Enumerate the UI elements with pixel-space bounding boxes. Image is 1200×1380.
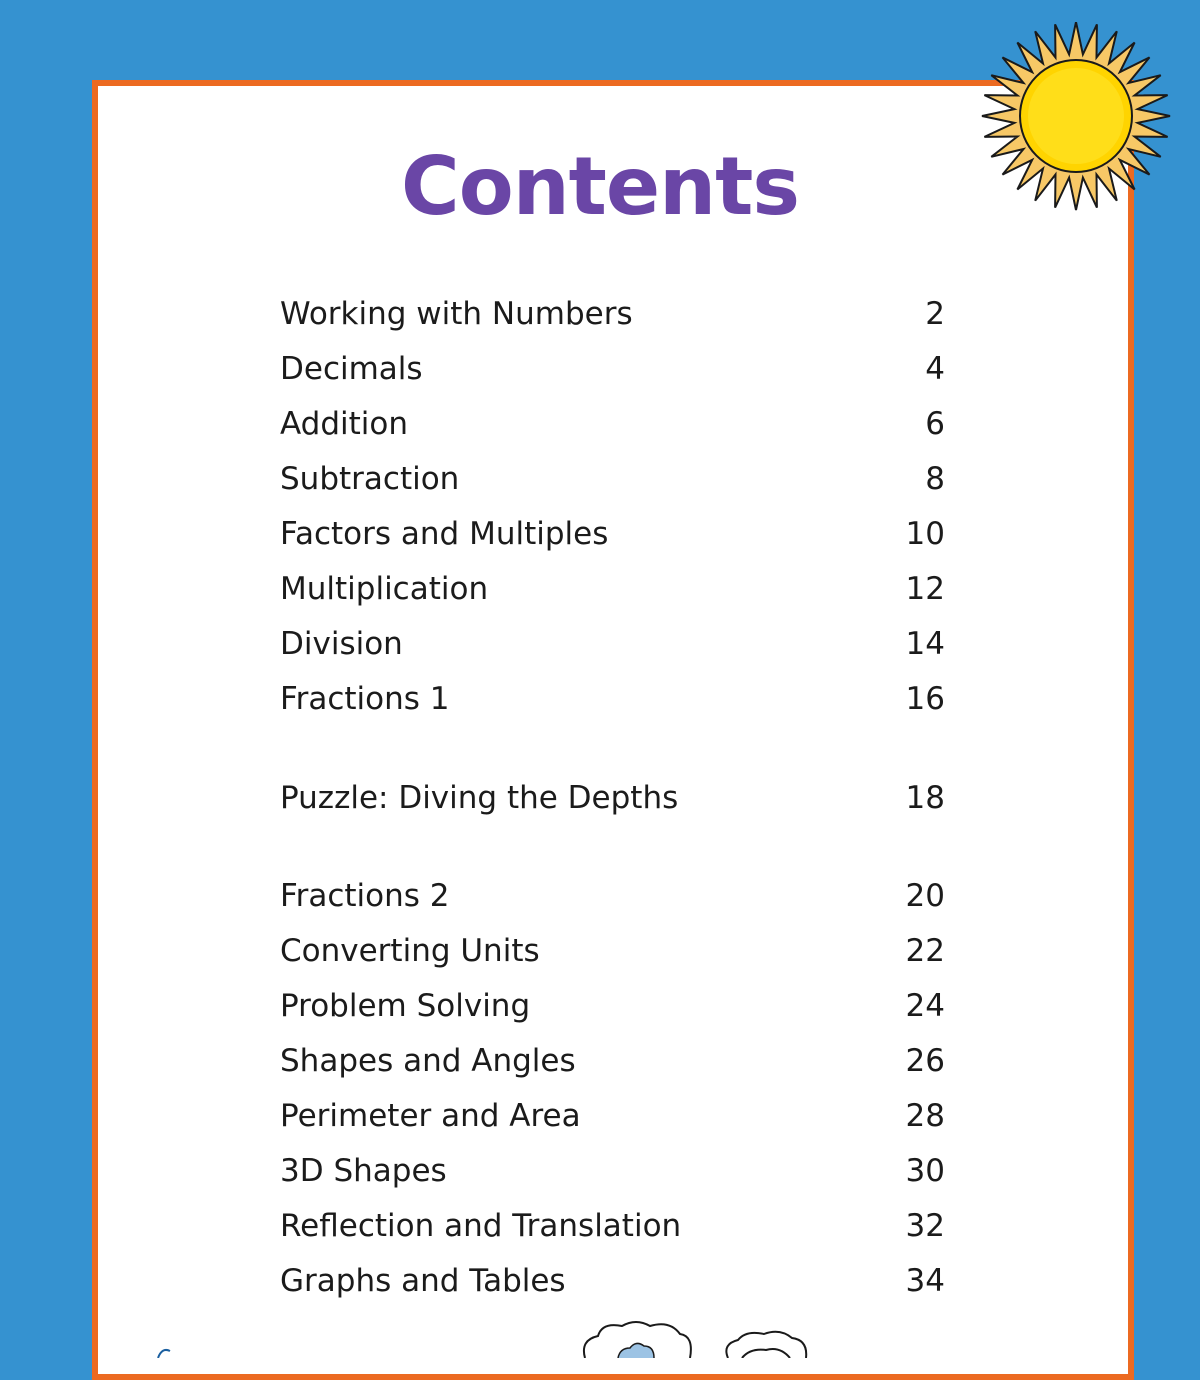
toc-entry[interactable] [280,681,945,721]
toc-entry-title: Converting Units [280,933,540,969]
toc-entry-title: Puzzle: Diving the Depths [280,780,679,816]
toc-entry-title: 3D Shapes [280,1153,447,1189]
toc-entry-page: 12 [905,571,945,607]
toc-entry-puzzle[interactable] [280,780,945,820]
toc-entry-page: 20 [905,878,945,914]
toc-entry-title: Fractions 2 [280,878,450,914]
toc-entry-page: 28 [905,1098,945,1134]
toc-entry-page: 22 [905,933,945,969]
fish-icon [150,1345,180,1358]
toc-entry-page: 6 [925,406,945,442]
toc-entry[interactable] [280,1098,945,1138]
toc-entry-title: Perimeter and Area [280,1098,581,1134]
toc-entry-page: 4 [925,351,945,387]
toc-entry-page: 26 [905,1043,945,1079]
toc-entry-page: 32 [905,1208,945,1244]
toc-entry[interactable] [280,351,945,391]
toc-entry-page: 2 [925,296,945,332]
toc-entry-title: Addition [280,406,409,442]
toc-entry-page: 10 [905,516,945,552]
toc-entry-page: 18 [905,780,945,816]
toc-entry[interactable] [280,406,945,446]
toc-entry[interactable] [280,461,945,501]
toc-entry[interactable] [280,626,945,666]
toc-entry-title: Problem Solving [280,988,531,1024]
toc-entry[interactable] [280,516,945,556]
toc-entry-title: Decimals [280,351,423,387]
toc-entry-page: 16 [905,681,945,717]
toc-entry-title: Subtraction [280,461,460,497]
cloud-icon [570,1318,820,1358]
toc-entry-title: Shapes and Angles [280,1043,576,1079]
toc-entry-title: Fractions 1 [280,681,450,717]
toc-entry-title: Division [280,626,403,662]
toc-entry-page: 8 [925,461,945,497]
toc-entry-page: 30 [905,1153,945,1189]
toc-entry-title: Multiplication [280,571,489,607]
toc-entry[interactable] [280,571,945,611]
toc-entry-title: Reflection and Translation [280,1208,682,1244]
toc-entry[interactable] [280,1153,945,1193]
toc-entry[interactable] [280,296,945,336]
toc-entry-title: Working with Numbers [280,296,633,332]
toc-entry[interactable] [280,1043,945,1083]
toc-entry[interactable] [280,878,945,918]
page-title: Contents [401,140,799,233]
toc-entry[interactable] [280,988,945,1028]
toc-entry-title: Graphs and Tables [280,1263,566,1299]
toc-entry[interactable] [280,1208,945,1248]
toc-entry-title: Factors and Multiples [280,516,609,552]
sun-icon [978,22,1174,212]
toc-entry-page: 34 [905,1263,945,1299]
toc-entry-page: 14 [905,626,945,662]
toc-entry[interactable] [280,1263,945,1303]
toc-entry[interactable] [280,933,945,973]
toc-entry-page: 24 [905,988,945,1024]
